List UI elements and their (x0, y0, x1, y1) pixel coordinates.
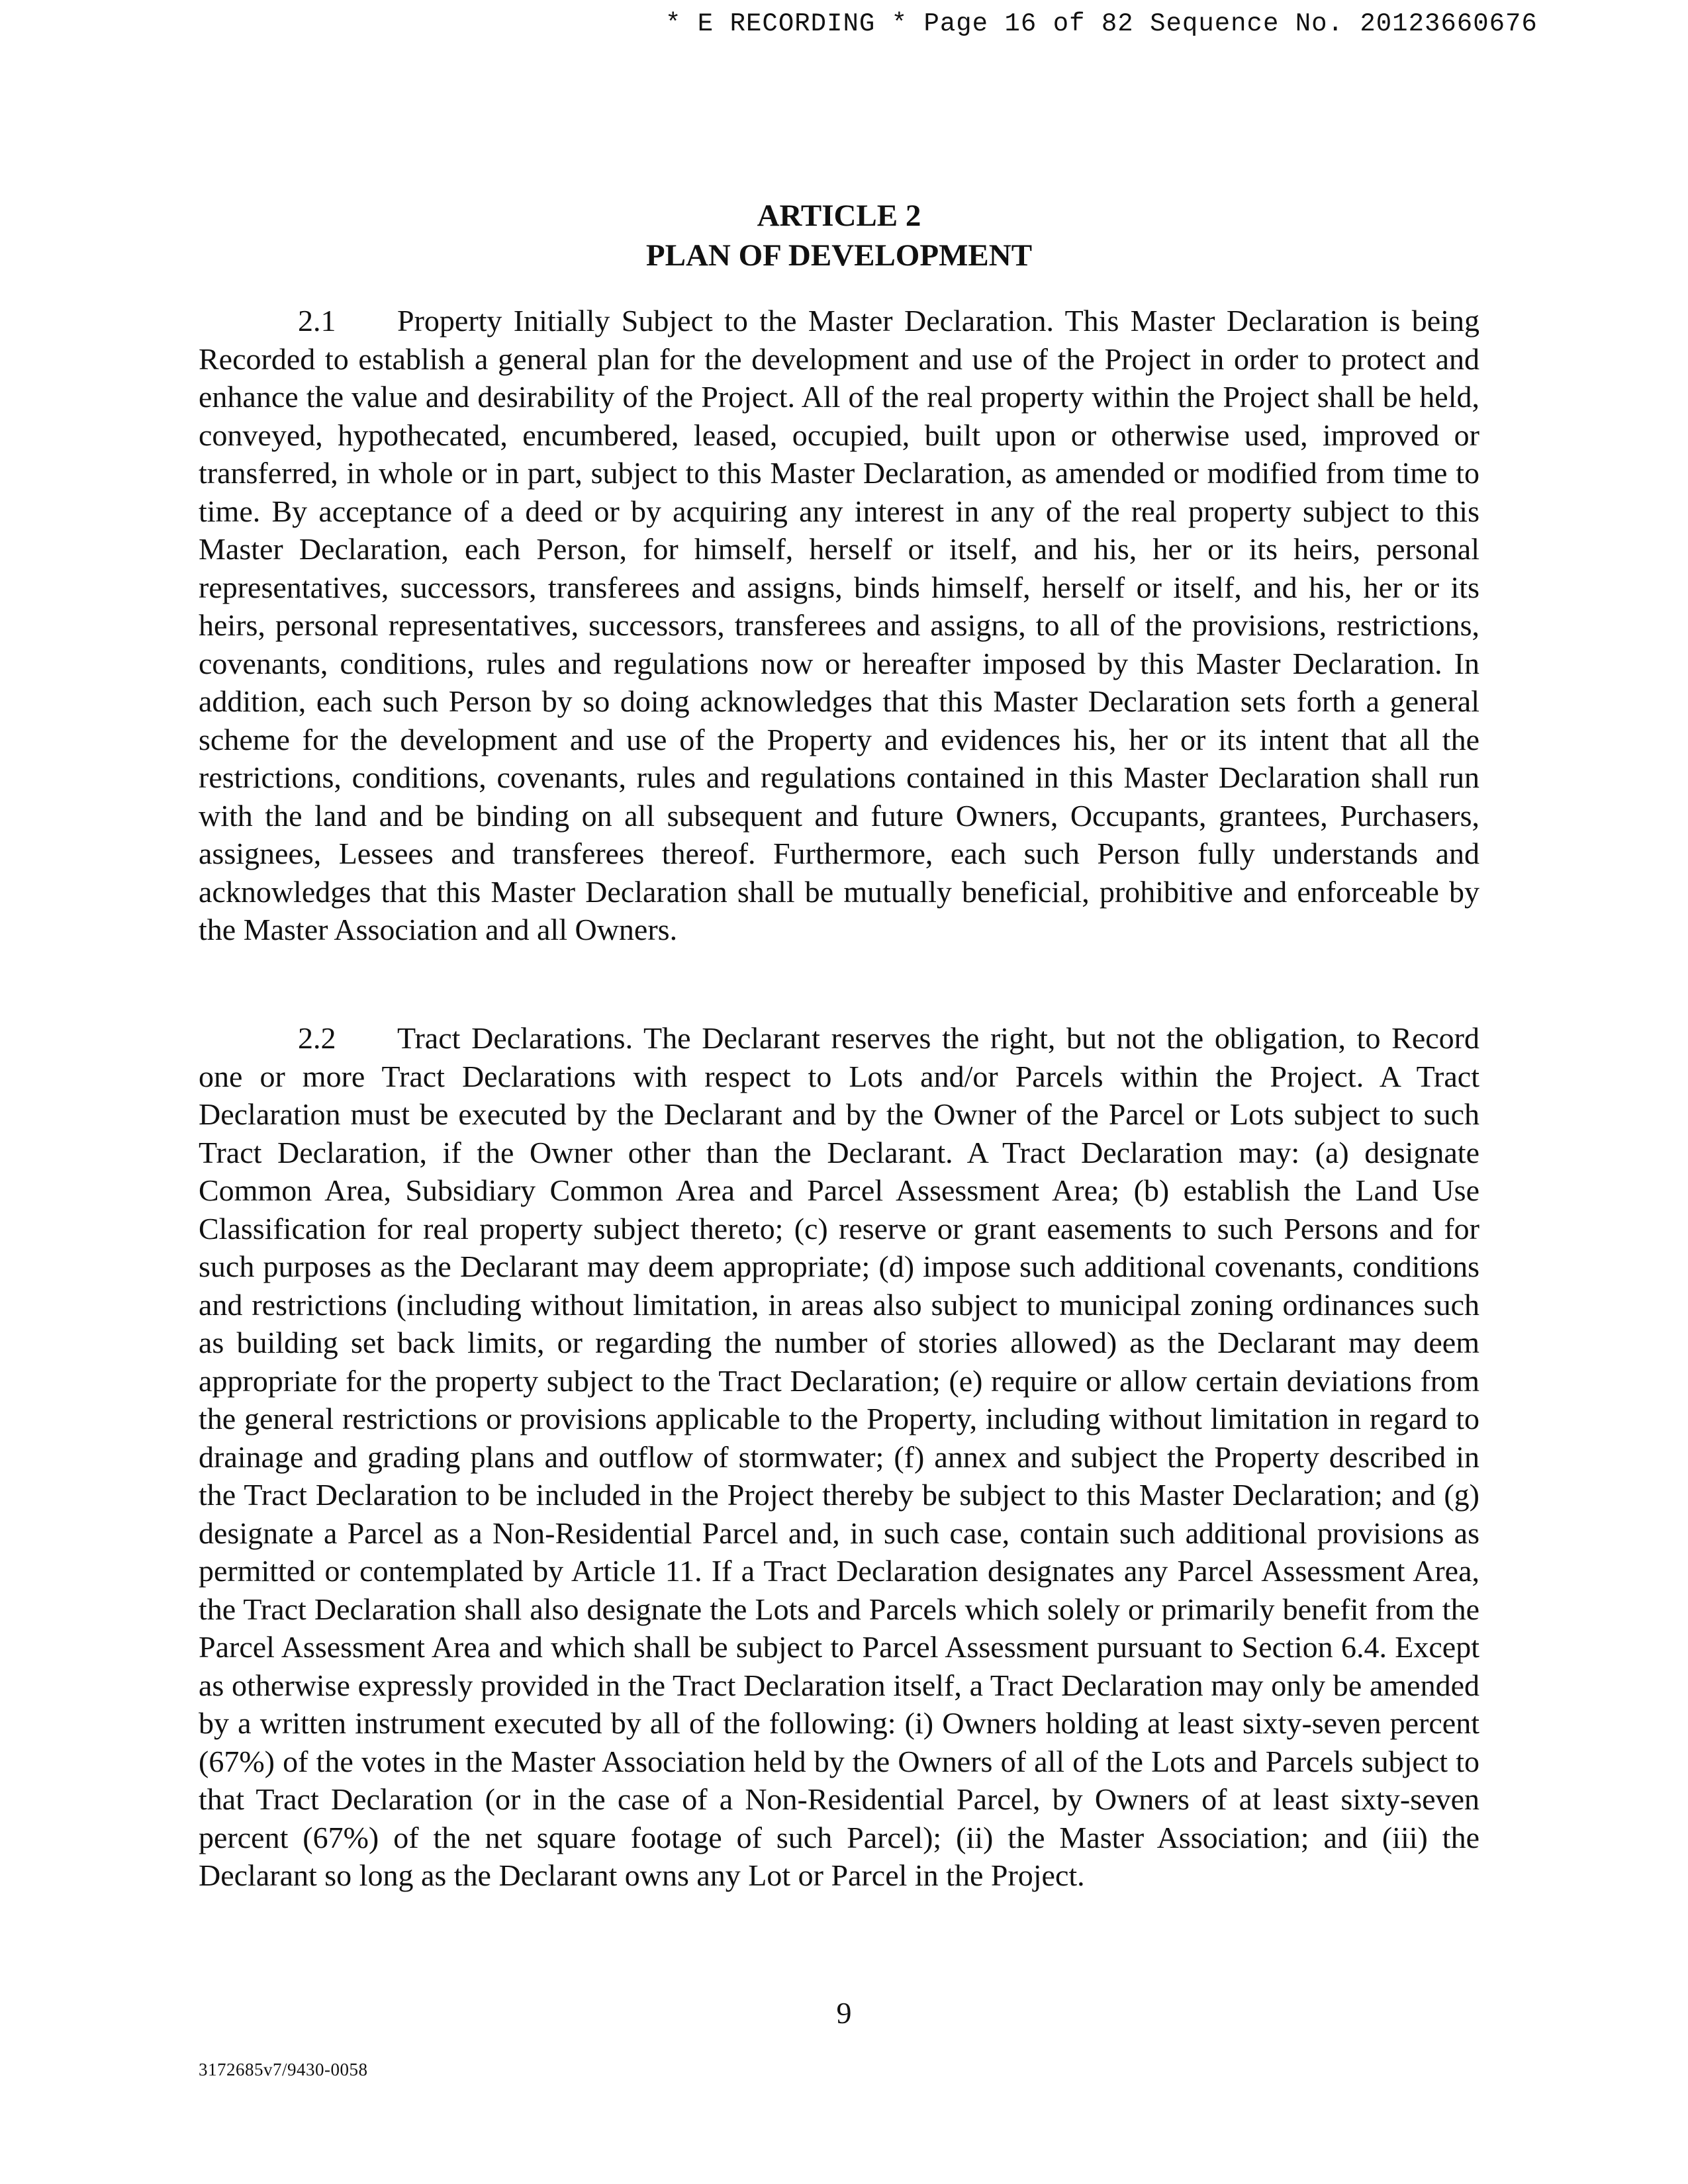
article-title: PLAN OF DEVELOPMENT (645, 238, 1033, 273)
article-number: ARTICLE 2 (757, 199, 921, 233)
section-heading: Tract Declarations. (397, 1021, 633, 1055)
section-number: 2.2 (298, 1021, 336, 1055)
section-2-2 (199, 1019, 1479, 1895)
section-2-1 (199, 302, 1479, 949)
section-body: This Master Declaration is being Recorded to establish a general plan for the development and use of the Project in order to protect and enhance the value and desirability of the Project. All of the real property within the Project shall be held, conveyed, hypothecated, encumbered, leased, occupied, built upon or otherwise used, improved or transferred, in whole or in part, subject to this Master Declaration, as amended or modified from time to time. By acceptance of a deed or by acquiring any interest in any of the real property subject to this Master Declaration, each Person, for himself, herself or itself, and his, her or its heirs, personal representatives, successors, transferees and assigns, binds himself, herself or itself, and his, her or its heirs, personal representatives, successors, transferees and assigns, to all of the provisions, restrictions, covenants, conditions, rules and regulations now or hereafter imposed by this Master Declaration. In addition, each such Person by so doing acknowledges that this Master Declaration sets forth a general scheme for the development and use of the Property and evidences his, her or its intent that all the restrictions, conditions, covenants, rules and regulations contained in this Master Declaration shall run with the land and be binding on all subsequent and future Owners, Occupants, grantees, Purchasers, assignees, Lessees and transferees thereof. Furthermore, each such Person fully understands and acknowledges that this Master Declaration shall be mutually beneficial, prohibitive and enforceable by the Master Association and all Owners. (199, 304, 1479, 946)
section-heading: Property Initially Subject to the Master Declaration. (397, 304, 1055, 338)
page-number: 9 (836, 1996, 852, 2030)
section-number: 2.1 (298, 304, 336, 338)
section-body: The Declarant reserves the right, but not the obligation, to Record one or more Tract Declarations with respect to Lots and/or Parcels within the Project. A Tract Declaration must be executed by the Declarant and by the Owner of the Parcel or Lots subject to such Tract Declaration, if the Owner other than the Declarant. A Tract Declaration may: (a) designate Common Area, Subsidiary Common Area and Parcel Assessment Area; (b) establish the Land Use Classification for real property subject thereto; (c) reserve or grant easements to such Persons and for such purposes as the Declarant may deem appropriate; (d) impose such additional covenants, conditions and restrictions (including without limitation, in areas also subject to municipal zoning ordinances such as building set back limits, or regarding the number of stories allowed) as the Declarant may deem appropriate for the property subject to the Tract Declaration; (e) require or allow certain deviations from the general restrictions or provisions applicable to the Property, including without limitation in regard to drainage and grading plans and outflow of stormwater; (f) annex and subject the Property described in the Tract Declaration to be included in the Project thereby be subject to this Master Declaration; and (g) designate a Parcel as a Non-Residential Parcel and, in such case, contain such additional provisions as permitted or contemplated by Article 11. If a Tract Declaration designates any Parcel Assessment Area, the Tract Declaration shall also designate the Lots and Parcels which solely or primarily benefit from the Parcel Assessment Area and which shall be subject to Parcel Assessment pursuant to Section 6.4. Except as otherwise expressly provided in the Tract Declaration itself, a Tract Declaration may only be amended by a written instrument executed by all of the following: (i) Owners holding at least sixty-seven percent (67%) of the votes in the Master Association held by the Owners of all of the Lots and Parcels subject to that Tract Declaration (or in the case of a Non-Residential Parcel, by Owners of at least sixty-seven percent (67%) of the net square footage of such Parcel); (ii) the Master Association; and (iii) the Declarant so long as the Declarant owns any Lot or Parcel in the Project. (199, 1021, 1479, 1892)
article-heading (199, 196, 1479, 275)
recording-stamp: * E RECORDING * Page 16 of 82 Sequence No. 20123660676 (665, 9, 1538, 38)
document-id: 3172685v7/9430-0058 (199, 2060, 368, 2079)
